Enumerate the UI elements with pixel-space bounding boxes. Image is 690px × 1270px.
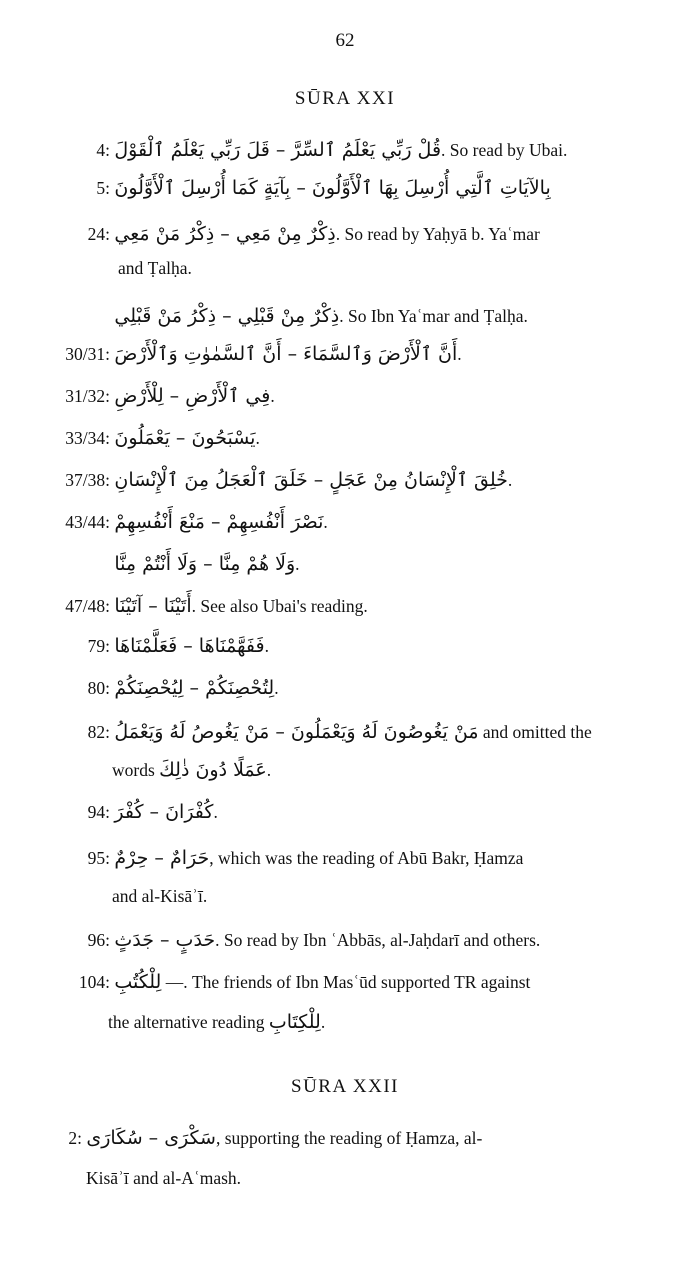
entry-line bbox=[40, 468, 512, 492]
entry-line bbox=[60, 222, 540, 246]
entry-continuation: and al-Kisāʾī. bbox=[112, 886, 208, 906]
entry-text: , supporting the reading of Ḥamza, al- bbox=[215, 1128, 483, 1148]
entry-line bbox=[40, 384, 275, 408]
arabic-reading: يَسْبَحُونَ – يَعْمَلُونَ bbox=[114, 427, 256, 449]
entry-text: . bbox=[507, 470, 513, 490]
entry-line bbox=[40, 594, 368, 618]
arabic-reading: مَنْ يَغُوصُونَ لَهُ وَيَعْمَلُونَ – مَنْ يَغُوصُ لَهُ وَيَعْمَلُ bbox=[114, 721, 479, 743]
verse-number: 79: bbox=[87, 636, 110, 656]
arabic-reading: وَلَا هُمْ مِنَّا – وَلَا أَنْتُمْ مِنَّا bbox=[114, 553, 296, 575]
entry-line bbox=[60, 846, 523, 870]
verse-number: 82: bbox=[87, 722, 110, 742]
arabic-reading: أَتَيْنَا – آتَيْنَا bbox=[114, 595, 192, 617]
arabic-reading: كُفْرَانَ – كُفْرَ bbox=[114, 801, 214, 823]
entry-line bbox=[40, 426, 260, 450]
entry-line bbox=[60, 800, 218, 824]
arabic-reading: لِلْكُتُبِ bbox=[114, 971, 162, 993]
entry-continuation bbox=[108, 1010, 325, 1034]
entry-line bbox=[60, 634, 269, 658]
entry-text: . bbox=[255, 428, 260, 448]
verse-number: 4: bbox=[96, 140, 110, 160]
sura-21-heading: SŪRA XXI bbox=[294, 88, 396, 109]
entry-text: and omitted the bbox=[478, 722, 592, 742]
verse-number: 96: bbox=[87, 930, 110, 950]
entry-line bbox=[60, 720, 592, 744]
entry-text: . See also Ubai's reading. bbox=[191, 596, 368, 616]
entry-text: . bbox=[323, 512, 328, 532]
entry-text: . bbox=[274, 678, 279, 698]
entry-text: . bbox=[264, 636, 269, 656]
verse-number: 43/44: bbox=[65, 512, 110, 532]
entry-line bbox=[60, 304, 528, 328]
sura-22-heading: SŪRA XXII bbox=[291, 1076, 399, 1097]
entry-line bbox=[60, 928, 540, 952]
entry-text: . So Ibn Yaʿmar and Ṭalḥa. bbox=[339, 306, 528, 326]
entry-text: . bbox=[270, 386, 275, 406]
entry-text: . So read by Ubai. bbox=[441, 140, 568, 160]
entry-continuation: and Ṭalḥa. bbox=[118, 258, 192, 278]
entry-line bbox=[50, 970, 530, 994]
entry-text: . bbox=[295, 554, 300, 574]
arabic-reading: لِتُحْصِنَكُمْ – لِيُحْصِنَكُمْ bbox=[114, 677, 275, 699]
page-number: 62 bbox=[335, 30, 355, 51]
entry-line bbox=[60, 138, 567, 162]
verse-number: 80: bbox=[87, 678, 110, 698]
verse-number: 30/31: bbox=[65, 344, 110, 364]
entry-text: . So read by Ibn ʿAbbās, al-Jaḥdarī and others. bbox=[215, 930, 541, 950]
verse-number: 33/34: bbox=[65, 428, 110, 448]
arabic-reading: حَدَبٍ – جَدَثٍ bbox=[114, 929, 216, 951]
continuation-prefix: words bbox=[112, 760, 155, 780]
entry-line bbox=[40, 510, 328, 534]
arabic-reading: نَصْرَ أَنْفُسِهِمْ – مَنْعَ أَنْفُسِهِمْ bbox=[114, 511, 324, 533]
entry-text: —. The friends of Ibn Masʿūd supported TR against bbox=[161, 972, 531, 992]
entry-line bbox=[60, 176, 551, 200]
entry-text: . bbox=[213, 802, 218, 822]
arabic-reading: ذِكْرٌ مِنْ مَعِي – ذِكْرُ مَنْ مَعِي bbox=[114, 223, 336, 245]
verse-number: 24: bbox=[87, 224, 110, 244]
verse-number: 31/32: bbox=[65, 386, 110, 406]
entry-line bbox=[40, 1126, 482, 1150]
arabic-reading: ذِكْرٌ مِنْ قَبْلِي – ذِكْرُ مَنْ قَبْلِي bbox=[114, 305, 340, 327]
entry-line bbox=[40, 552, 300, 576]
arabic-reading: أَنَّ ٱلْأَرْضَ وَٱلسَّمَاءَ – أَنَّ ٱلسَّمٰوٰتِ وَٱلْأَرْضَ bbox=[114, 343, 458, 365]
entry-continuation bbox=[112, 758, 271, 782]
entry-text: . bbox=[457, 344, 462, 364]
verse-number: 94: bbox=[87, 802, 110, 822]
entry-line bbox=[40, 342, 462, 366]
arabic-reading: لِلْكِتَابِ bbox=[268, 1011, 321, 1033]
continuation-suffix: . bbox=[266, 760, 272, 780]
entry-continuation: Kisāʾī and al-Aʿmash. bbox=[86, 1168, 242, 1188]
arabic-reading: فِي ٱلْأَرْضِ – لِلْأَرْضِ bbox=[114, 385, 271, 407]
arabic-reading: سَكْرَى – سُكَارَى bbox=[86, 1127, 216, 1149]
verse-number: 5: bbox=[96, 178, 110, 198]
arabic-reading: قُلْ رَبِّي يَعْلَمُ ٱلسِّرَّ – قَلَ رَبِّي يَعْلَمُ ٱلْقَوْلَ bbox=[114, 139, 442, 161]
entry-text: . So read by Yaḥyā b. Yaʿmar bbox=[335, 224, 540, 244]
arabic-reading: عَمَلًا دُونَ ذٰلِكَ bbox=[159, 759, 267, 781]
entry-text: , which was the reading of Abū Bakr, Ḥamza bbox=[209, 848, 524, 868]
verse-number: 47/48: bbox=[65, 596, 110, 616]
arabic-reading: خُلِقَ ٱلْإِنْسَانُ مِنْ عَجَلٍ – خَلَقَ ٱلْعَجَلُ مِنَ ٱلْإِنْسَانِ bbox=[114, 469, 508, 491]
verse-number: 37/38: bbox=[65, 470, 110, 490]
continuation-prefix: the alternative reading bbox=[108, 1012, 265, 1032]
continuation-suffix: . bbox=[320, 1012, 326, 1032]
arabic-reading: حَرَامٌ – حِرْمٌ bbox=[114, 847, 210, 869]
arabic-reading: فَفَهَّمْنَاهَا – فَعَلَّمْنَاهَا bbox=[114, 635, 265, 657]
entry-line bbox=[60, 676, 279, 700]
verse-number: 95: bbox=[87, 848, 110, 868]
arabic-reading: بِالآيَاتِ ٱلَّتِي أُرْسِلَ بِهَا ٱلْأَوَّلُونَ – بِآيَةٍ كَمَا أُرْسِلَ ٱلْأَوَّلُونَ bbox=[114, 177, 551, 199]
verse-number: 104: bbox=[78, 972, 110, 992]
verse-number: 2: bbox=[68, 1128, 82, 1148]
